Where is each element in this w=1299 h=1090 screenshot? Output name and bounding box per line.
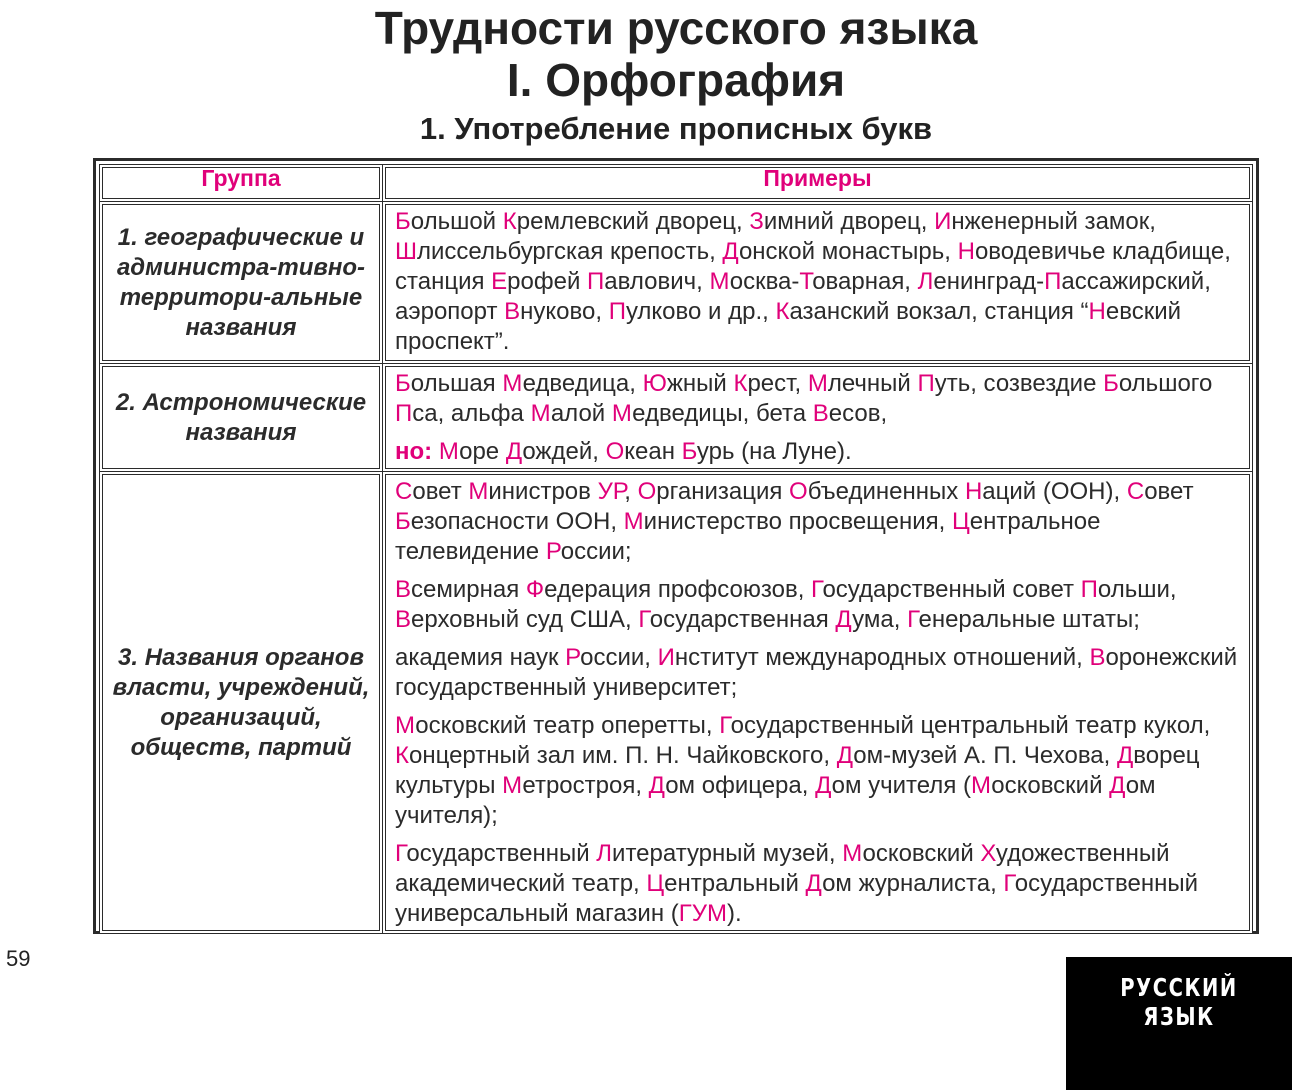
group-geographic: 1. географические и администра-тивно-территори-альные названия [100,202,383,364]
capital-letter: Х [980,840,996,867]
capital-letter: Б [681,438,697,465]
capital-letter: Г [638,606,650,633]
example-paragraph: Московский театр оперетты, Государственный центральный театр кукол, Концертный зал им. П. Н. Чайковского, Дом-музей А. П. Чехова, Дворец культуры Метростроя, Дом офицера, Дом учителя (Московский Дом учителя); [395,712,1211,829]
capital-letter: Ц [646,870,665,897]
capital-letter: Г [1003,870,1015,897]
capital-letter: П [1044,268,1062,295]
capital-letter: Д [835,606,853,633]
capital-letter: Ф [525,576,545,603]
table-header-row [100,165,1253,202]
capital-letter: Б [1103,370,1119,397]
capital-letter: Б [395,508,411,535]
capital-letter: Н [957,238,975,265]
capital-letter: М [842,840,863,867]
capital-letter: Д [815,772,832,799]
capital-letter: К [395,742,409,769]
capital-letter: П [587,268,605,295]
capital-letter: Б [395,208,411,235]
capital-letter: Т [799,268,813,295]
capital-letter: Л [917,268,934,295]
capital-letter: И [934,208,952,235]
capital-letter: Д [836,742,854,769]
capital-letter: Д [648,772,666,799]
capital-letter: С [1126,478,1145,505]
table-row [100,472,1253,934]
subject-badge [1066,957,1292,1090]
capital-letter: Е [491,268,508,295]
rules-table [99,164,1253,934]
capital-letter: В [1089,644,1106,671]
example-paragraph: Совет Министров УР, Организация Объединенных Наций (ООН), Совет Безопасности ООН, Министерство просвещения, Центральное телевидение России; [395,478,1194,565]
capital-letter: И [657,644,675,671]
capital-letter: К [733,370,748,397]
capital-letter: В [812,400,829,427]
capital-letter: Ц [951,508,970,535]
capital-letter: Г [811,576,823,603]
capital-letter: Ш [395,238,417,265]
capital-letter: М [502,772,523,799]
examples-cell [383,364,1253,472]
capital-letter: Р [545,538,561,565]
capital-letter: В [395,576,412,603]
example-paragraph: Всемирная Федерация профсоюзов, Государственный совет Польши, Верховный суд США, Государственная Дума, Генеральные штаты; [395,576,1177,633]
capital-letter: М [970,772,992,799]
header-examples: Примеры [383,165,1253,202]
capital-letter: М [611,400,633,427]
capital-letter: О [789,478,808,505]
capital-letter: К [502,208,517,235]
example-paragraph: Большой Кремлевский дворец, Зимний дворец, Инженерный замок, Шлиссельбургская крепость, Донской монастырь, Новодевичье кладбище, станция Ерофей Павлович, Москва-Товарная, Ленинград-Пассажирский, аэропорт Внуково, Пулково и др., Казанский вокзал, станция “Невский проспект”. [395,208,1231,355]
page-number: 59 [6,946,31,971]
capital-letter: З [749,208,764,235]
capital-letter: М [807,370,828,397]
capital-letter: Д [505,438,523,465]
group-astronomical: 2. Астрономические названия [100,364,383,472]
capital-letter: ГУМ [678,900,727,927]
capital-letter: Г [395,840,407,867]
capital-letter: Р [565,644,581,671]
capital-letter: М [438,438,460,465]
table-row [100,364,1253,472]
capital-letter: К [775,298,790,325]
rules-table-frame [93,158,1259,934]
example-paragraph: Государственный Литературный музей, Московский Художественный академический театр, Центральный Дом журналиста, Государственный универсальный магазин (ГУМ). [395,840,1199,927]
capital-letter: Н [1088,298,1106,325]
capital-letter: О [605,438,625,465]
example-paragraph: Большая Медведица, Южный Крест, Млечный Путь, созвездие Большого Пса, альфа Малой Медведицы, бета Весов, [395,370,1213,427]
header-group: Группа [100,165,383,202]
group-organizations: 3. Названия органов власти, учреждений, организаций, обществ, партий [100,472,383,934]
capital-letter: Г [719,712,731,739]
subject-badge-label: РУССКИЙ ЯЗЫК [1120,973,1238,1031]
capital-letter: Д [805,870,823,897]
capital-letter: М [709,268,730,295]
capital-letter: М [530,400,551,427]
capital-letter: М [623,508,644,535]
capital-letter: М [395,712,416,739]
example-paragraph: но: Море Дождей, Океан Бурь (на Луне). [395,438,852,465]
capital-letter: Н [964,478,983,505]
capital-letter: Л [596,840,613,867]
capital-letter: Б [395,370,411,397]
capital-letter: Д [1109,772,1126,799]
chapter-title: I. Орфография [506,54,846,106]
capital-letter: П [395,400,413,427]
examples-cell [383,472,1253,934]
page-title: Трудности русского языка [374,2,978,54]
table-row [100,202,1253,364]
capital-letter: П [1080,576,1098,603]
capital-letter: В [395,606,412,633]
capital-letter: Ю [642,370,667,397]
capital-letter: С [395,478,413,505]
capital-letter: П [608,298,626,325]
capital-letter: М [502,370,523,397]
example-paragraph: академия наук России, Институт международных отношений, Воронежский государственный университет; [395,644,1238,701]
examples-cell [383,202,1253,364]
section-title: 1. Употребление прописных букв [419,111,933,146]
capital-letter: УР [597,478,625,505]
capital-letter: П [917,370,935,397]
capital-letter: В [504,298,521,325]
note-keyword: но: [395,438,433,465]
capital-letter: Д [1117,742,1134,769]
capital-letter: Д [722,238,739,265]
capital-letter: О [637,478,657,505]
capital-letter: Г [907,606,919,633]
capital-letter: М [468,478,489,505]
